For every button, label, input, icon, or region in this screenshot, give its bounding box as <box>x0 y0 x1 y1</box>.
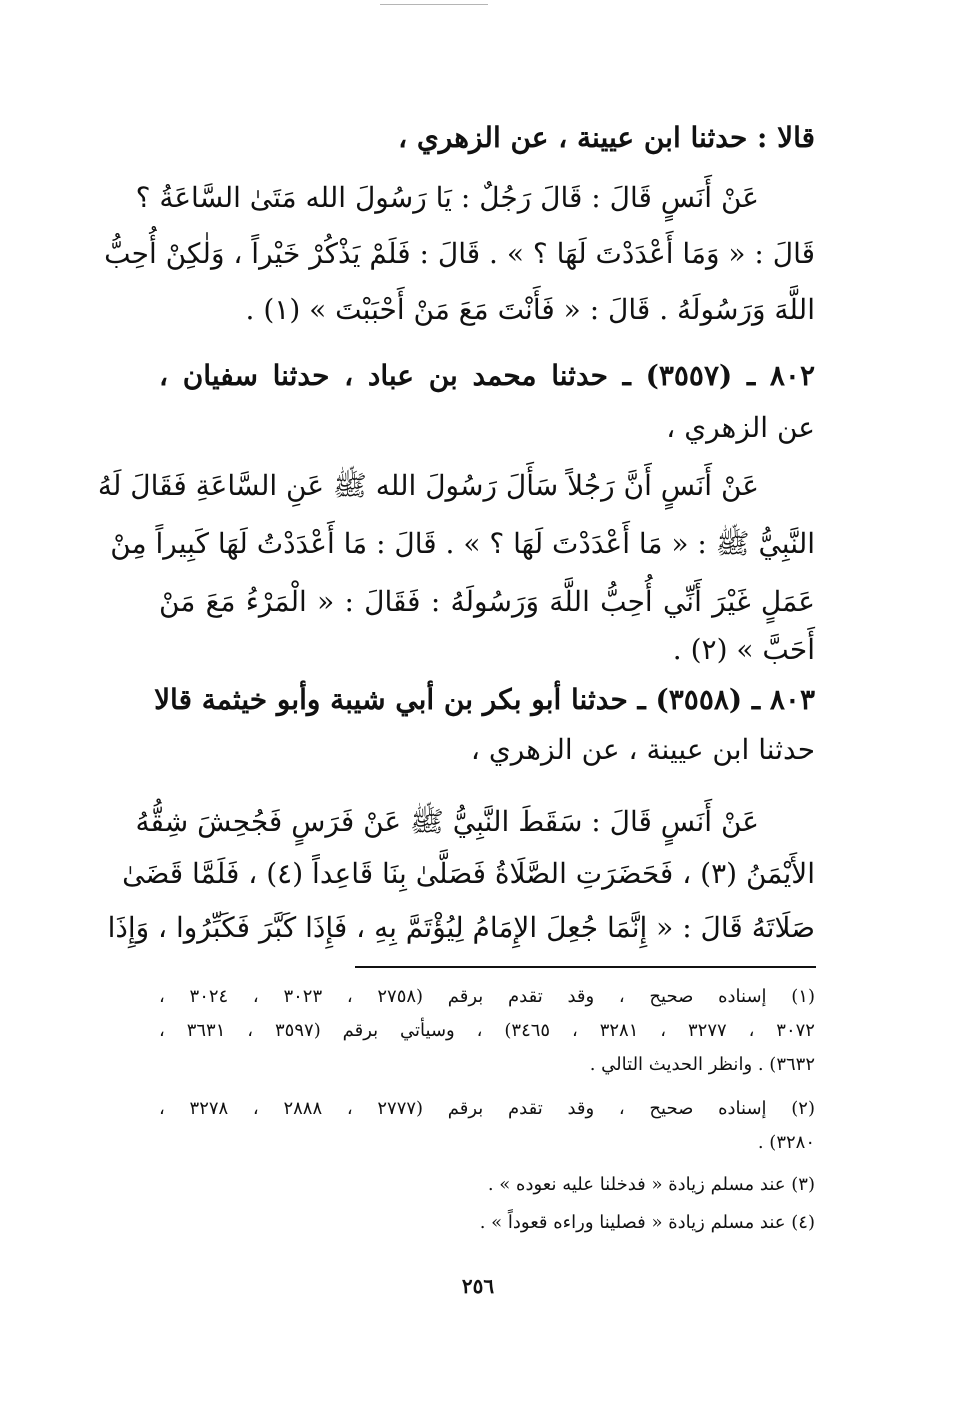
footnote-1-line-3: ٣٦٣٢) . وانظر الحديث التالي . <box>589 1054 815 1075</box>
page-number: ٢٥٦ <box>461 1274 495 1298</box>
footnote-2-line-1: (٢) إسناده صحيح ، وقد تقدم برقم (٢٧٧٧ ، ٢٨٨٨ ، ٣٢٧٨ ، <box>159 1098 815 1119</box>
text-line-1: قالا : حدثنا ابن عيينة ، عن الزهري ، <box>398 121 815 154</box>
text-line-3: قَالَ : « وَمَا أَعْدَدْتَ لَهَا ؟ » . قَالَ : فَلَمْ يَذْكُرْ خَيْراً ، وَلٰكِنْ أُحِبُّ <box>104 237 815 270</box>
footnote-3: (٣) عند مسلم زيادة « فدخلنا عليه نعوده » . <box>487 1174 815 1195</box>
hadith-heading-803: ٨٠٣ ـ (٣٥٥٨) ـ حدثنا أبو بكر بن أبي شيبة وأبو خيثمة قالا <box>154 683 815 716</box>
text-line-14: الأَيْمَنُ (٣) ، فَحَضَرَتِ الصَّلَاةُ فَصَلَّىٰ بِنَا قَاعِداً (٤) ، فَلَمَّا قَضَىٰ <box>122 857 815 890</box>
footnote-4: (٤) عند مسلم زيادة « فصلينا وراءه قعوداً » . <box>479 1212 815 1233</box>
footnote-2-line-2: ٣٢٨٠) . <box>757 1132 815 1153</box>
text-line-7: عَنْ أَنَسٍ أَنَّ رَجُلاً سَأَلَ رَسُولَ الله ﷺ عَنِ السَّاعَةِ فَقَالَ لَهُ <box>97 469 759 502</box>
text-line-9: عَمَلٍ غَيْرَ أَنِّي أُحِبُّ اللَّهَ وَرَسُولَهُ : فَقَالَ : « الْمَرْءُ مَعَ مَنْ <box>159 585 815 618</box>
footnote-1-line-2: ٣٠٧٢ ، ٣٢٧٧ ، ٣٢٨١ ، ٣٤٦٥) ، وسيأتي برقم (٣٥٩٧ ، ٣٦٣١ ، <box>159 1020 815 1041</box>
text-line-8: النَّبِيُّ ﷺ : « مَا أَعْدَدْتَ لَهَا ؟ » . قَالَ : مَا أَعْدَدْتُ لَهَا كَبِيراً مِنْ <box>110 527 815 560</box>
text-line-12: حدثنا ابن عيينة ، عن الزهري ، <box>470 733 815 766</box>
text-line-6: عن الزهري ، <box>666 411 815 444</box>
footnote-1-line-1: (١) إسناده صحيح ، وقد تقدم برقم (٢٧٥٨ ، ٣٠٢٣ ، ٣٠٢٤ ، <box>159 986 815 1007</box>
text-line-13: عَنْ أَنَسٍ قَالَ : سَقَطَ النَّبِيُّ ﷺ عَنْ فَرَسٍ فَجُحِشَ شِقُّهُ <box>135 805 759 838</box>
text-line-15: صَلَاتَهُ قَالَ : « إِنَّمَا جُعِلَ الإِمَامُ لِيُؤْتَمَّ بِهِ ، فَإِذَا كَبَّرَ فَكَبِّرُوا ، وَإِذَا <box>107 911 815 944</box>
text-line-4: اللَّهَ وَرَسُولَهُ . قَالَ : « فَأَنْتَ مَعَ مَنْ أَحْبَبْتَ » (١) . <box>245 293 815 326</box>
text-line-10: أَحَبَّ » (٢) . <box>672 633 815 666</box>
text-line-2: عَنْ أَنَسٍ قَالَ : قَالَ رَجُلٌ : يَا رَسُولَ الله مَتَىٰ السَّاعَةُ ؟ <box>135 181 759 214</box>
hadith-heading-802: ٨٠٢ ـ (٣٥٥٧) ـ حدثنا محمد بن عباد ، حدثنا سفيان ، <box>159 359 815 392</box>
footnote-separator <box>355 966 816 968</box>
